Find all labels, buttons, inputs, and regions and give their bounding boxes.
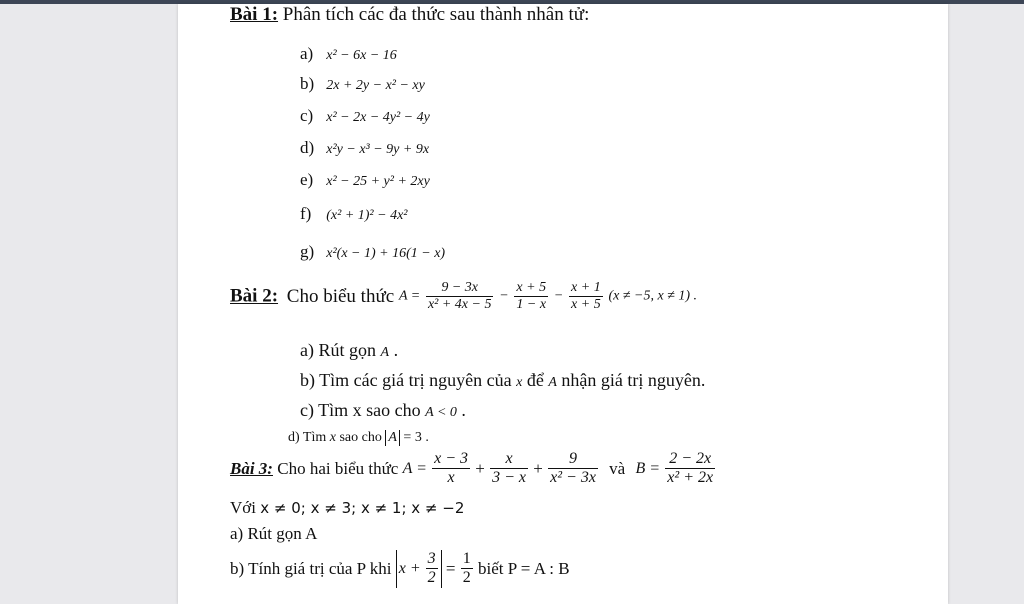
bai2-part-b: b) Tìm các giá trị nguyên của x để A nhận giá trị nguyên.: [300, 370, 706, 390]
bai3-condition: Với x ≠ 0; x ≠ 3; x ≠ 1; x ≠ −2: [230, 498, 465, 517]
bai3-abs-expression: x + $\frac{3}{2}$: [396, 550, 442, 588]
bai3-heading: Bài 3: Cho hai biểu thức A = $\frac{x - 3}{x}$ + $\frac{x}{3 - x}$ + $\frac{9}{\text{x² − 3x}}$ và B = $\frac{2 - 2x}{\text{x² + 2x}}$: [230, 450, 714, 487]
bai2-part-a: a) Rút gọn A .: [300, 340, 399, 360]
bai1-item-f: f) (x² + 1)² − 4x²: [300, 204, 408, 223]
bai3-part-a: a) Rút gọn A: [230, 524, 318, 543]
bai2-condition: (x ≠ −5, x ≠ 1) .: [608, 288, 698, 304]
bai3-fraction-2: $\frac{x}{3 - x}$: [492, 450, 527, 487]
bai3-rhs-fraction: $\frac{1}{2}$: [462, 550, 471, 587]
bai2-fraction-3: $\frac{x + 1}{x + 5}$: [571, 280, 601, 313]
bai1-item-a: a) x² − 6x − 16: [300, 44, 397, 63]
bai2-expr-prefix: A =: [398, 288, 421, 304]
bai1-item-c: c) x² − 2x − 4y² − 4y: [300, 106, 430, 125]
bai1-item-g: g) x²(x − 1) + 16(1 − x): [300, 242, 446, 261]
bai2-heading: Bài 2: Cho biểu thức A = $\frac{9 - 3x}{\text{x² + 4x − 5}}$ − $\frac{x + 5}{1 - x}$ − $\frac{x + 1}{x + 5}$ (x ≠ −5, x ≠ 1) .: [230, 280, 698, 313]
bai3-label: Bài 3:: [230, 458, 273, 478]
bai1-item-e: e) x² − 25 + y² + 2xy: [300, 170, 430, 189]
bai3-fraction-3: $\frac{9}{\text{x² − 3x}}$: [550, 450, 596, 487]
bai1-heading: [230, 4, 589, 26]
bai3-part-b: b) Tính giá trị của P khi x + $\frac{3}{2}$ = $\frac{1}{2}$ biết P = A : B: [230, 550, 570, 587]
bai2-part-d: d) Tìm x sao cho A = 3 .: [288, 430, 429, 446]
bai2-fraction-2: $\frac{x + 5}{1 - x}$: [516, 280, 547, 313]
bai1-item-d: d) x²y − x³ − 9y + 9x: [300, 138, 430, 157]
bai2-fraction-1: $\frac{9 - 3x}{\text{x² + 4x − 5}}$: [427, 280, 492, 313]
bai1-text: Phân tích các đa thức sau thành nhân tử:: [282, 4, 590, 25]
bai1-label: Bài 1:: [230, 4, 279, 25]
bai2-label: Bài 2:: [230, 285, 279, 307]
bai3-fraction-b: $\frac{2 - 2x}{\text{x² + 2x}}$: [667, 450, 714, 487]
document-page: [178, 4, 948, 604]
bai1-item-b: b) 2x + 2y − x² − xy: [300, 74, 425, 93]
bai2-intro: Cho biểu thức: [286, 285, 395, 307]
bai3-fraction-1: $\frac{x - 3}{x}$: [434, 450, 469, 487]
bai2-part-c: c) Tìm x sao cho A < 0 .: [300, 400, 466, 420]
